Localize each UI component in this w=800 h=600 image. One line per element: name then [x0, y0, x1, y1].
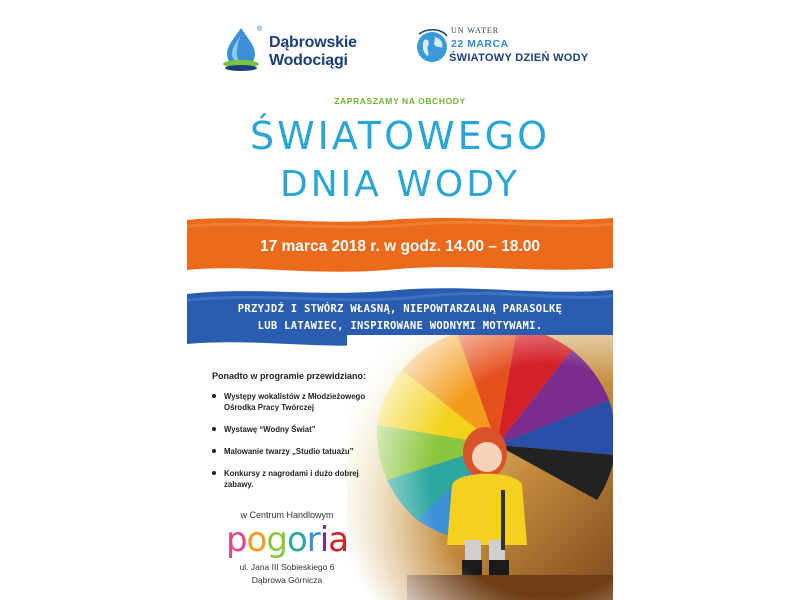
bullet-icon [212, 427, 216, 431]
venue-intro: w Centrum Handlowym [240, 510, 334, 520]
event-date-time: 17 marca 2018 r. w godz. 14.00 – 18.00 [259, 238, 541, 255]
globe-icon [415, 28, 449, 64]
pogoria-letter: i [319, 520, 329, 560]
call-line2: LUB LATAWIEC, INSPIROWANE WODNYMI MOTYWAMI. [257, 320, 543, 332]
pogoria-letter: p [225, 520, 247, 560]
venue-address-street: ul. Jana III Sobieskiego 6 [239, 562, 335, 572]
poster [187, 0, 613, 600]
un-date-label: 22 MARCA [451, 38, 509, 50]
water-drop-icon [221, 26, 261, 72]
pogoria-letter: r [306, 520, 320, 560]
call-to-action [187, 301, 613, 335]
pogoria-letter: g [266, 520, 287, 560]
call-line1: PRZYJDŹ I STWÓRZ WŁASNĄ, NIEPOWTARZALNĄ PARASOLKĘ [237, 303, 563, 315]
program-heading: Ponadto w programie przewidziano: [212, 371, 367, 381]
un-day-label: ŚWIATOWY DZIEŃ WODY [449, 52, 589, 64]
title-line2: DNIA WODY [279, 164, 520, 205]
pogoria-letter: o [286, 520, 307, 560]
registered-mark: ® [257, 26, 263, 33]
pogoria-letter: a [328, 520, 349, 560]
un-water-logo [415, 24, 613, 76]
bullet-icon [212, 449, 216, 453]
un-water-label: UN WATER [451, 26, 500, 35]
program-item: Konkursy z nagrodami i dużo dobrej zabawy. [212, 468, 387, 490]
logo-text-line1: Dąbrowskie [269, 34, 357, 51]
dabrowskie-wodociagi-logo [221, 26, 371, 74]
bullet-icon [212, 394, 216, 398]
program-list [212, 391, 387, 501]
venue-address-city: Dąbrowa Górnicza [251, 575, 323, 585]
program-item: Malowanie twarzy „Studio tatuażu” [212, 446, 387, 457]
logo-text-line2: Wodociągi [269, 52, 348, 69]
invite-line: ZAPRASZAMY NA OBCHODY [334, 96, 466, 106]
pogoria-letter: o [246, 520, 267, 560]
program-item: Wystawę “Wodny Świat” [212, 424, 387, 435]
pogoria-logo [207, 520, 367, 560]
program-item: Występy wokalistów z Młodzieżowego Ośrodka Pracy Twórczej [212, 391, 387, 413]
title-line1: ŚWIATOWEGO [249, 114, 550, 158]
bullet-icon [212, 471, 216, 475]
